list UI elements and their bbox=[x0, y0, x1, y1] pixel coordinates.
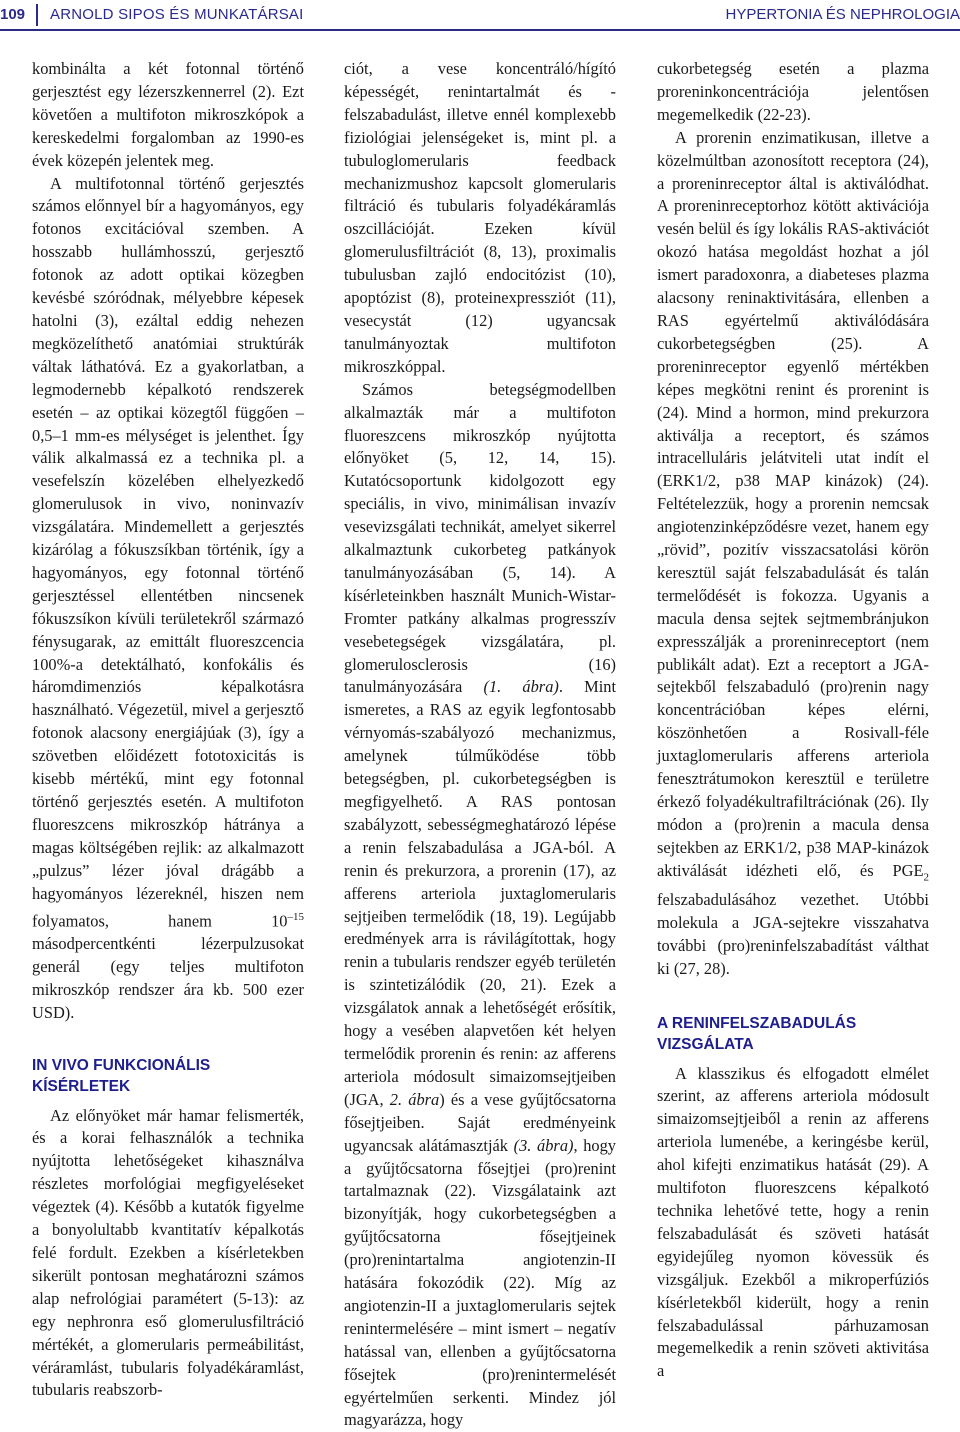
paragraph bbox=[32, 173, 304, 1025]
subscript: 2 bbox=[923, 871, 929, 883]
text-run: . Mint ismeretes, a RAS az egyik legfontosabb vérnyomás-szabályozó mechanizmus, amelynek túlműködése több betegségben, pl. cukorbetegségben is megfigyelhető. A RAS pontosan szabályzott, sebességmeghatározó lépése a renin felszabadulása a JGA-ból. A renin és prekurzora, a prorenin (17), az afferens arteriola juxtaglomerularis sejtjeiben termelődik (18, 19). Legújabb eredmények arra is rávilágítottak, hogy renin a tubularis rendszer egyéb területén is szintetizálódik (20, 21). Ezek a vizsgálatok annak a lehetőségét erősítik, hogy a vesében alapvetően két helyen termelődik prorenin és renin: az afferens arteriola módosult simaizomsejtjeiben (JGA, bbox=[344, 677, 617, 1109]
page-number: 109 bbox=[0, 6, 26, 23]
figure-reference: 2. ábra bbox=[389, 1089, 440, 1109]
superscript: –15 bbox=[287, 910, 304, 923]
header-authors: ARNOLD SIPOS ÉS MUNKATÁRSAI bbox=[50, 6, 304, 23]
text-run: ciót, a vese koncentráló/hígító képességét, renintartalmát és -felszabadulást, illetve ennél komplexebb fiziológiai jelenségeket is, mint pl. a tubuloglomerularis feedback mechanizmushoz kapcsolt glomerularis filtráció és tubularis folyadékáramlás oszcillációját. Ezeken kívül glomerulusfiltrációt (8, 13), proximalis tubulusban zajló endocitózist (10), apoptózist (8), proteinexpressziót (11), vesecystát (12) ugyancsak tanulmányoztak multifoton mikroszkóppal. bbox=[344, 59, 616, 376]
figure-reference: (1. ábra) bbox=[483, 677, 559, 697]
paragraph bbox=[32, 58, 304, 173]
text-run: A klasszikus és elfogadott elmélet szerint, az afferens arteriola módosult simaizomsejtjeiből a renin az afferens arteriola lumenébe, a keringésbe kerül, ahol kifejti enzimatikus hatását (29). A multifoton fluoreszcens képalkotó technika lehetővé tette, hogy a renin felszabadulását és szöveti hatását egyidejűleg nyomon kövessük és vizsgáljuk. Ezekből a mikroperfúziós kísérletekből kiderült, hogy a renin felszabadulással párhuzamosan megemelkedik a renin szöveti aktivitása a bbox=[657, 1063, 929, 1381]
text-run: kombinálta a két fotonnal történő gerjesztést egy lézerszkennerrel (2). Ezt követően a multifoton mikroszkópok a kereskedelmi forgalomban az 1990-es évek közepén jelentek meg. bbox=[32, 59, 304, 170]
text-run: , hogy a gyűjtőcsatorna fősejtjei (pro)renint tartalmaznak (22). Vizsgálataink azt bizonyítják, hogy cukorbetegségben a gyűjtőcsatorna fősejtjeinek (pro)renintartalma angiotenzin-II hatására fokozódik (22). Míg az angiotenzin-II a juxtaglomerularis sejtek renintermelésére – mint ismert – negatív hatással van, ellenben a gyűjtőcsatorna fősejtek (pro)renintermelését egyértelműen serkenti. Mindez jól magyarázza, hogy bbox=[344, 1135, 616, 1430]
section-heading: IN VIVO FUNKCIONÁLIS KÍSÉRLETEK bbox=[32, 1056, 211, 1095]
paragraph bbox=[657, 127, 929, 981]
running-header bbox=[0, 0, 960, 30]
section-heading: A RENINFELSZABADULÁS VIZSGÁLATA bbox=[657, 1014, 857, 1053]
text-run: felszabadulásához vezethet. Utóbbi molekula a JGA-sejtekre visszahatva további (pro)reninfelszabadítást válthat ki (27, 28). bbox=[657, 889, 929, 978]
text-run: másodpercentkénti lézerpulzusokat generál (egy teljes multifoton mikroszkóp rendszer ára kb. 500 ezer USD). bbox=[32, 933, 304, 1022]
paragraph bbox=[344, 58, 616, 379]
figure-reference: (3. ábra) bbox=[513, 1135, 574, 1155]
header-section: HYPERTONIA ÉS NEPHROLOGIA bbox=[725, 6, 960, 23]
header-separator bbox=[36, 4, 38, 26]
text-column-1 bbox=[32, 58, 304, 1400]
paragraph bbox=[344, 379, 616, 1432]
text-column-2 bbox=[344, 58, 617, 1430]
text-column-3 bbox=[657, 58, 929, 1381]
header-rule bbox=[0, 29, 960, 31]
text-run: Számos betegségmodellben alkalmazták már a multifoton fluoreszcens mikroszkóp nyújtotta előnyöket (5, 12, 14, 15). Kutatócsoportunk kidolgozott egy speciális, in vivo, minimálisan invazív vesevizsgálati technikát, amelyet sikerrel alkalmaztunk cukorbeteg patkányok tanulmányozásában (5, 14). A kísérleteinkben használt Munich-Wistar-Fromter patkány alkalmas progresszív vesebetegségek vizsgálatára, pl. glomerulosclerosis (16) tanulmányozására bbox=[344, 379, 616, 697]
paragraph bbox=[657, 1063, 929, 1384]
text-run: A prorenin enzimatikusan, illetve a közelmúltban azonosított receptora (24), a proreninreceptor által is aktiválódhat. A proreninreceptorhoz kötött aktivációja vesén belül és így lokális RAS-aktivációt okozó hatása megoldást hozhat a jól ismert paradoxonra, a diabeteses plazma alacsony reninaktivitására, ellenben a RAS egyértelmű aktiválódására cukorbetegségben (25). A proreninreceptor egyenlő mértékben képes megkötni renint és prorenint is (24). Mind a hormon, mind prekurzora aktiválja a receptort, és számos intracelluláris jelátviteli utat indít el (ERK1/2, p38 MAP kinázok) (24). Feltételezzük, hogy a prorenin nemcsak angiotenzinképződésre vezet, hanem egy „rövid”, pozitív visszacsatolási körön keresztül saját felszabadulását és talán termelődését is fokozza. Ugyanis a macula densa sejtek sejtmembránjukon expresszálják a proreninreceptort (nem publikált adat). Ezt a receptort a JGA-sejtekből felszabaduló (pro)renin nagy koncentrációban képes elérni, köszönhetően a Rosivall-féle juxtaglomerularis afferens arteriola fenesztrátumokon keresztül e területre érkező folyadékultrafiltrációnak (26). Ily módon a (pro)renin a macula densa sejtekben az ERK1/2, p38 MAP-kinázok aktiválását idézheti elő, és PGE bbox=[657, 127, 929, 880]
paragraph bbox=[32, 1105, 304, 1403]
text-run: A multifotonnal történő gerjesztés számos előnnyel bír a hagyományos, egy fotonos excitációval szemben. A hosszabb hullámhosszú, gerjesztő fotonok az adott optikai közegben kevésbé szóródnak, mélyebbre képesek hatolni (3), ezáltal eddig nehezen megközelíthető anatómiai struktúrák váltak láthatóvá. Ez a gyakorlatban, a legmodernebb képalkotó rendszerek esetén – az optikai közegtől függően – 0,5–1 mm-es mélységet is jelenthet. Így válik alkalmassá ez a technika pl. a vesefelszín közelében elhelyezkedő glomerulusok in vivo, noninvazív vizsgálatára. Mindemellett a gerjesztés kizárólag a fókuszsíkban történik, így a hagyományos, egy fotonnal történő gerjesztéssel ellentétben nincsenek fókuszsíkon kívüli területekről származó fénysugarak, az emittált fluoreszcencia 100%-a detektálható, konfokális és háromdimenziós képalkotásra használható. Végezetül, mivel a gerjesztő fotonok alacsony energiájúak (3), így a szövetben előidézett fototoxicitás is kisebb mértékű, mint egy fotonnal történő gerjesztés esetén. A multifoton fluoreszcens mikroszkóp hátránya a magas költségében rejlik: az alkalmazott „pulzus” lézer jóval drágább a hagyományos lézereknél, hiszen nem folyamatos, hanem 10 bbox=[32, 173, 304, 930]
text-run: Az előnyöket már hamar felismerték, és a korai felhasználók a technika nyújtotta lehetőségeket kihasználva részletes morfológiai megfigyeléseket végeztek (4). Később a kutatók figyelme a bonyolultabb kvantitatív képalkotás felé fordult. Ezekben a kísérletekben sikerült pontosan meghatározni számos alap nefrológiai paramétert (5-13): az egy nephronra eső glomerulusfiltráció mértékét, a glomerularis permeábilitást, véráramlást, tubularis folyadékáramlást, tubularis reabszorb- bbox=[32, 1105, 304, 1400]
text-run: cukorbetegség esetén a plazma proreninkoncentrációja jelentősen megemelkedik (22-23). bbox=[657, 59, 929, 124]
text-run: ) és a vese gyűjtőcsatorna fősejtjeiben. Saját eredményeink ugyancsak alátámasztják bbox=[344, 1089, 616, 1155]
paragraph bbox=[657, 58, 929, 127]
